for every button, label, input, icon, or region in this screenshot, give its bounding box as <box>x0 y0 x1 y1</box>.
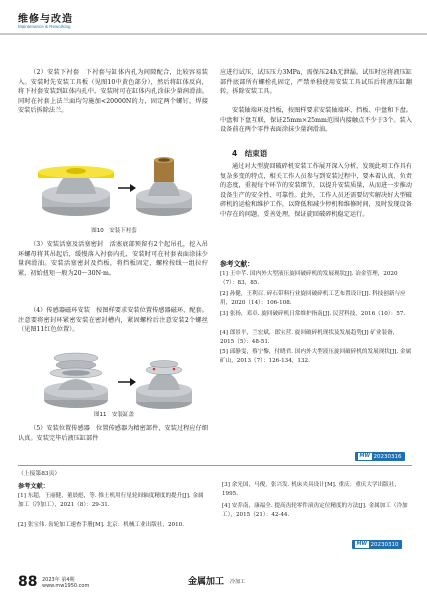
right-para-3 <box>220 162 412 219</box>
website-link[interactable]: www.mw1950.com <box>42 583 90 589</box>
magazine-name: 金属加工 <box>188 577 225 587</box>
mw-code: 20230310 <box>370 541 399 548</box>
right-text-1: 应进行试压，试压压力3MPa，需保压24h无泄漏。试压时应将液压缸部件底部所有螺栓孔固定，严禁单独使用安装工具试压后将液压缸翻转，拆除安装工具。 <box>220 69 412 95</box>
left-para-1 <box>18 68 208 116</box>
mw-logo: MW <box>359 453 370 459</box>
mw-code: 20230316 <box>373 453 402 460</box>
figure-11-caption: 图11 安装缸盖 <box>94 412 134 418</box>
continued-reference-item: [2] 张宝伟. 齿轮加工速查手册[M]. 北京：机械工业出版社，2010. <box>18 522 184 528</box>
left-text-4: （5）安装位置传感器 位置传感器为精密部件，安装过程应仔细认真。安装完毕后液压缸部件 <box>18 425 208 442</box>
mw-badge-2 <box>352 540 402 549</box>
references-heading: 参考文献： <box>220 260 254 268</box>
left-para-4 <box>18 424 208 443</box>
continued-reference-item: [1] 东超，王丽健，董晨彪，等. 推土机用行星轮间轴度精度的提升[J]. 金属加工（冷加工），2021（8）：29-31. <box>18 493 204 508</box>
reference-item: [3] 张扬，邓卓. 旋回破碎机日常维护指南[J]. 民营科技，2016（10）：57. <box>220 311 406 317</box>
left-text-1: （2）安装下衬套 下衬套与缸体内孔为间隙配合，比较容易装入。安装时先安装工具板（见图10中黄色部分），然后将缸体反向，将下衬套安装到缸体内孔中。安装时可在缸体内孔涂抹少量润滑油。同时在衬套上法兰面均匀施加<20000N的力，固定两个螺钉，焊接安装后拆除法兰。 <box>18 69 208 114</box>
right-para-1 <box>220 68 412 97</box>
header-rule <box>0 33 427 35</box>
left-text-3: （4）传感器磁环安装 按图样要求安装位置传感器磁环、配套。注意要将密封环紧密安装在密封槽内，紧固螺栓后注意安装2个螺丝（见图11红色位置）。 <box>18 307 208 333</box>
magazine-subname: 冷加工 <box>230 579 246 585</box>
reference-item: [2] 孙健，王利召. 碎石带料行业旋回破碎机工艺布置设计[J]. 科技创新与应用，2020（14）：106-108. <box>220 291 406 306</box>
page-number: 88 <box>18 574 38 590</box>
figure-10-caption: 图10 安装下衬套 <box>91 228 137 234</box>
section-title: 4 结束语 <box>232 149 268 158</box>
right-para-2 <box>220 106 412 135</box>
page-header <box>0 0 427 40</box>
reference-item: [5] 邱静雯，蔡宁黎，付晓君. 国内外大型液压旋回破碎机的发展现状[J]. 金属矿山，2013（7）：126-134，132. <box>220 349 412 364</box>
figure-10-image <box>34 152 194 222</box>
continued-reference-item: [3] 余光国，马俊，张兴发. 机床夹具设计[M]. 重庆：重庆大学出版社，1995. <box>222 482 400 497</box>
continued-label: （上接第83页） <box>18 471 61 477</box>
mw-logo: MW <box>356 541 367 547</box>
column-subtitle: Maintenance & Reworking <box>18 24 71 29</box>
figure-11 <box>34 350 194 410</box>
issue-label: 2023年 第4期 <box>42 577 75 583</box>
section-divider <box>18 465 412 466</box>
left-para-3 <box>18 306 208 335</box>
left-text-2: （3）安装活塞及活塞密封 活塞底部预留有2个起吊孔，挖入吊环螺母将其吊起后，缓慢落入衬套内孔，安装时可在衬套表面涂抹少量润滑油。安装活塞密封及挡板，将挡板固定，螺栓按线一组拉拧紧，初始扭矩一般为20～30N·m。 <box>18 241 208 277</box>
right-text-3: 通过对大型旋回破碎机安装工作展开深入分析，发现此项工作具有复杂多变的特点，相关工作人员参与到安装过程中，要本着认真、负责的态度，重视每个环节的安装细节，以提升安装质量，从而进一步推动设备生产的安全性、可靠性。此外，工作人员还需要切实解决好大型破碎机的运检和维护工作，以降低和减少停机和维修时间，及时发现设备中存在的问题，妥善处理，保证旋回破碎机稳定运行。 <box>220 163 412 218</box>
right-text-2: 安装轴端环及挡板，按图样要求安装轴端环、挡板、中盘和下盘。中盘和下盘互联，保证25mm×25mm范围内接触点不少于3个。装入设备前在两个零件表面涂抹少量润滑油。 <box>220 107 412 133</box>
page-footer <box>0 568 427 599</box>
mw-badge <box>355 452 405 461</box>
figure-11-image <box>34 350 194 410</box>
continued-references-heading: 参考文献： <box>18 483 49 490</box>
figure-10 <box>34 152 194 222</box>
left-para-2 <box>18 240 208 278</box>
column-title: 维修与改造 <box>18 14 73 25</box>
continued-reference-item: [4] 安乔南，康福全. 提高齿轮零件滚齿定位精度的方法[J]. 金属加工（冷加工），2015（21）：42-44. <box>222 503 408 518</box>
reference-item: [4] 郎景平，兰宏斌，郎宝营. 旋回破碎机现状及发展趋势[J] 矿业装备，2015（5）：48-51. <box>220 330 399 345</box>
reference-item: [1] 王中芊. 国内外大型液压旋回破碎机的发展现状[J]. 冶金管理，2020（7）：83，85. <box>220 271 398 286</box>
